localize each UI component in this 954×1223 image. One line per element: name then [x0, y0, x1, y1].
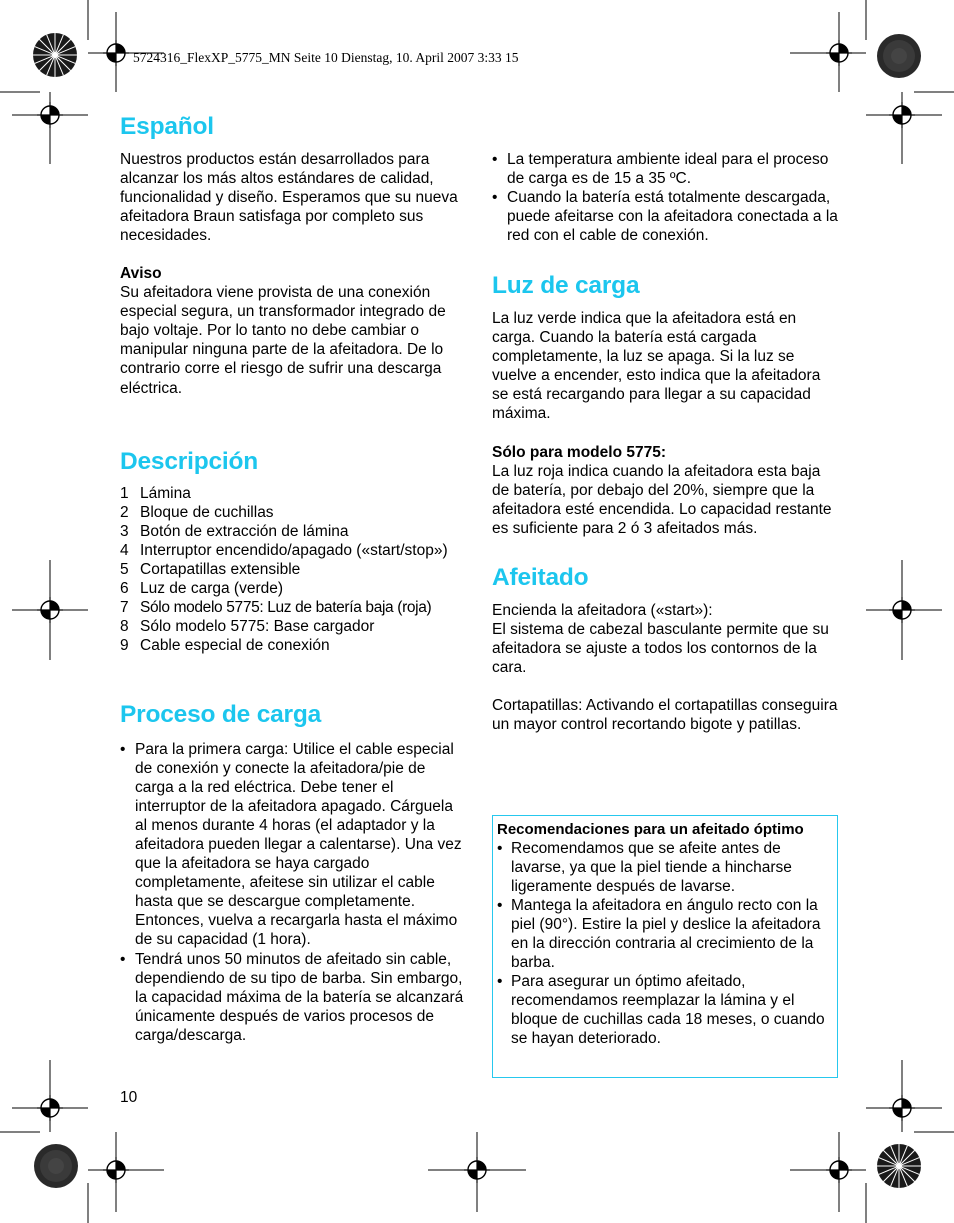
- trimmer-paragraph: Cortapatillas: Activando el cortapatillas conseguira un mayor control recortando bigote y patillas.: [492, 696, 838, 733]
- model-label: Sólo para modelo 5775:: [492, 443, 666, 461]
- list-item: • La temperatura ambiente ideal para el proceso de carga es de 15 a 35 ºC.: [492, 150, 840, 188]
- heading-luz-de-carga: Luz de carga: [492, 272, 640, 300]
- list-item: 9 Cable especial de conexión: [120, 636, 330, 654]
- list-item: 2 Bloque de cuchillas: [120, 503, 274, 521]
- list-item: 5 Cortapatillas extensible: [120, 560, 301, 578]
- tips-list: [497, 839, 833, 1049]
- list-item: 7 Sólo modelo 5775: Luz de batería baja (roja): [120, 598, 432, 616]
- charge-light-paragraph: La luz verde indica que la afeitadora está en carga. Cuando la batería está cargada completamente, la luz se apaga. Si la luz se vuelve a encender, esto indica que la afeitadora se está recargando para llegar a su capacidad máxima.: [492, 310, 821, 423]
- shaving-paragraph: El sistema de cabezal basculante permite que su afeitadora se ajuste a todos los contornos de la cara.: [492, 620, 829, 676]
- tips-box: [492, 815, 838, 1078]
- heading-descripcion: Descripción: [120, 447, 259, 475]
- list-item: 3 Botón de extracción de lámina: [120, 522, 349, 540]
- heading-proceso-de-carga: Proceso de carga: [120, 700, 322, 728]
- left-column: [120, 112, 468, 1045]
- list-item: • Para la primera carga: Utilice el cable especial de conexión y conecte la afeitadora/pie de carga a la red eléctrica. Debe tener el interruptor de la afeitadora apagado. Cárguela al menos durante 4 horas (el adaptador y la afeitadora pueden llegar a calentarse). Una vez que la afeitadora se haya cargado completamente, afeitese sin utilizar el cable hasta que se descargue completamente. Entonces, vuelva a recargarla hasta el máximo de su capacidad (1 hora).: [120, 740, 468, 950]
- charging-bullets-continued: [492, 150, 840, 245]
- page-number: 10: [120, 1089, 138, 1106]
- warning-label: Aviso: [120, 265, 162, 283]
- shaving-line: Encienda la afeitadora («start»):: [492, 601, 713, 619]
- right-column: [492, 150, 840, 734]
- model-paragraph: La luz roja indica cuando la afeitadora esta baja de batería, por debajo del 20%, siempre que la afeitadora esté encendida. Lo capacidad restante es suficiente para 2 ó 3 afeitados más.: [492, 462, 832, 537]
- list-item: 6 Luz de carga (verde): [120, 579, 284, 597]
- list-item: • Recomendamos que se afeite antes de lavarse, ya que la piel tiende a hincharse ligeramente después de lavarse.: [497, 839, 833, 896]
- charging-bullets: [120, 740, 468, 1045]
- tips-title: Recomendaciones para un afeitado óptimo: [497, 821, 804, 838]
- heading-espanol: Español: [120, 113, 214, 140]
- print-slug: 5724316_FlexXP_5775_MN Seite 10 Dienstag, 10. April 2007 3:33 15: [133, 50, 519, 65]
- list-item: 8 Sólo modelo 5775: Base cargador: [120, 617, 375, 635]
- list-item: 1 Lámina: [120, 484, 191, 502]
- intro-paragraph: Nuestros productos están desarrollados para alcanzar los más altos estándares de calidad, funcionalidad y diseño. Esperamos que su nueva afeitadora Braun satisfaga por completo sus necesidades.: [120, 151, 458, 245]
- list-item: • Para asegurar un óptimo afeitado, recomendamos reemplazar la lámina y el bloque de cuchillas cada 18 meses, o cuando se hayan deteriorado.: [497, 972, 833, 1048]
- list-item: • Cuando la batería está totalmente descargada, puede afeitarse con la afeitadora conectada a la red con el cable de conexión.: [492, 188, 840, 245]
- list-item: • Tendrá unos 50 minutos de afeitado sin cable, dependiendo de su tipo de barba. Sin embargo, la capacidad máxima de la batería se alcanzará únicamente después de varios procesos de carga/descarga.: [120, 950, 468, 1045]
- warning-paragraph: Su afeitadora viene provista de una conexión especial segura, un transformador integrado de bajo voltaje. Por lo tanto no debe cambiar o manipular ninguna parte de la afeitadora. De lo contrario corre el riesgo de sufrir una descarga eléctrica.: [120, 284, 446, 397]
- list-item: • Mantega la afeitadora en ángulo recto con la piel (90°). Estire la piel y deslice la afeitadora en la dirección contraria al crecimiento de la barba.: [497, 896, 833, 972]
- heading-afeitado: Afeitado: [492, 563, 589, 591]
- list-item: 4 Interruptor encendido/apagado («start/stop»): [120, 541, 448, 559]
- parts-list: [120, 484, 468, 655]
